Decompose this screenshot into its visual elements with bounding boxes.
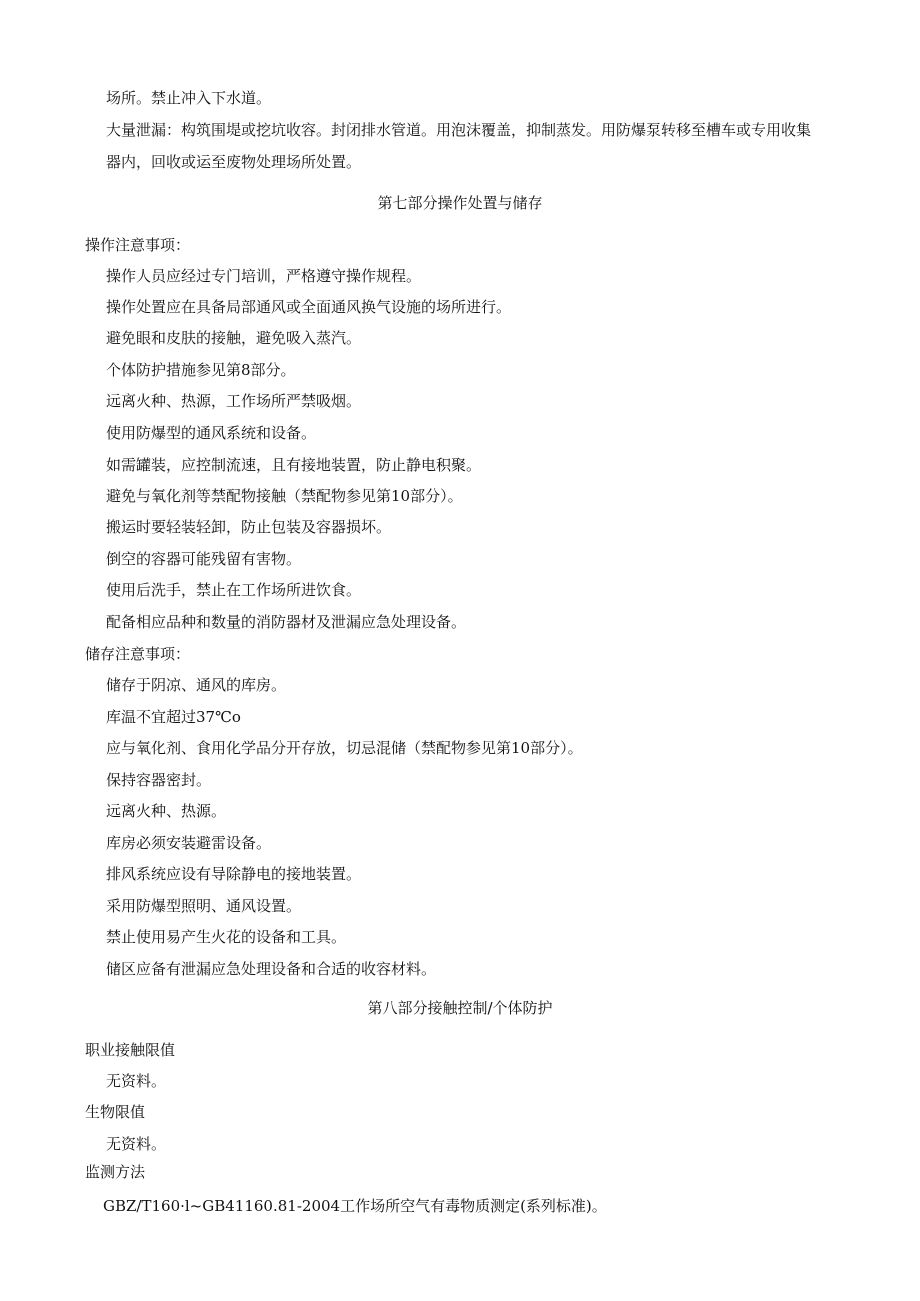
operation-item: 避免眼和皮肤的接触，避免吸入蒸汽。 [106,329,362,347]
occupational-limit-heading: 职业接触限值 [85,1041,176,1059]
section-7-title: 第七部分操作处置与储存 [377,194,543,212]
monitoring-method-text: GBZ/T160·l~GB41160.81-2004工作场所空气有毒物质测定(系列标准)。 [103,1197,607,1215]
storage-item: 库房必须安装避雷设备。 [106,834,272,852]
operation-item: 个体防护措施参见第8部分。 [106,361,296,379]
storage-item: 应与氧化剂、食用化学品分开存放，切忌混储（禁配物参见第10部分）。 [106,739,583,757]
large-spill-text-line: 大量泄漏：构筑围堤或挖坑收容。封闭排水管道。用泡沫覆盖，抑制蒸发。用防爆泵转移至槽车或专用收集 [106,121,812,139]
operation-item: 使用后洗手，禁止在工作场所进饮食。 [106,581,362,599]
storage-item: 禁止使用易产生火花的设备和工具。 [106,928,347,946]
storage-item: 排风系统应设有导除静电的接地装置。 [106,865,362,883]
section-8-title: 第八部分接触控制/个体防护 [367,999,553,1017]
storage-item: 远离火种、热源。 [106,802,227,820]
continued-text-line: 场所。禁止冲入下水道。 [106,89,272,107]
operation-item: 操作处置应在具备局部通风或全面通风换气设施的场所进行。 [106,298,512,316]
operation-item: 操作人员应经过专门培训，严格遵守操作规程。 [106,267,422,285]
storage-item: 储存于阴凉、通风的库房。 [106,676,287,694]
biological-limit-heading: 生物限值 [85,1103,146,1121]
operation-item: 使用防爆型的通风系统和设备。 [106,424,317,442]
operation-item: 避免与氧化剂等禁配物接触（禁配物参见第10部分）。 [106,487,463,505]
large-spill-text-continued: 器内，回收或运至废物处理场所处置。 [106,153,362,171]
operation-item: 配备相应品种和数量的消防器材及泄漏应急处理设备。 [106,613,467,631]
operation-item: 远离火种、热源，工作场所严禁吸烟。 [106,392,362,410]
operation-heading: 操作注意事项： [85,236,191,254]
storage-item: 库温不宜超过37℃o [106,708,241,726]
operation-item: 搬运时要轻装轻卸，防止包装及容器损坏。 [106,518,392,536]
operation-item: 如需罐装，应控制流速，且有接地装置，防止静电积聚。 [106,456,482,474]
biological-limit-text: 无资料。 [106,1135,167,1153]
monitoring-method-heading: 监测方法 [85,1163,146,1181]
storage-item: 保持容器密封。 [106,771,212,789]
operation-item: 倒空的容器可能残留有害物。 [106,550,302,568]
storage-item: 采用防爆型照明、通风设置。 [106,897,302,915]
storage-heading: 储存注意事项： [85,645,191,663]
storage-item: 储区应备有泄漏应急处理设备和合适的收容材料。 [106,960,437,978]
occupational-limit-text: 无资料。 [106,1072,167,1090]
